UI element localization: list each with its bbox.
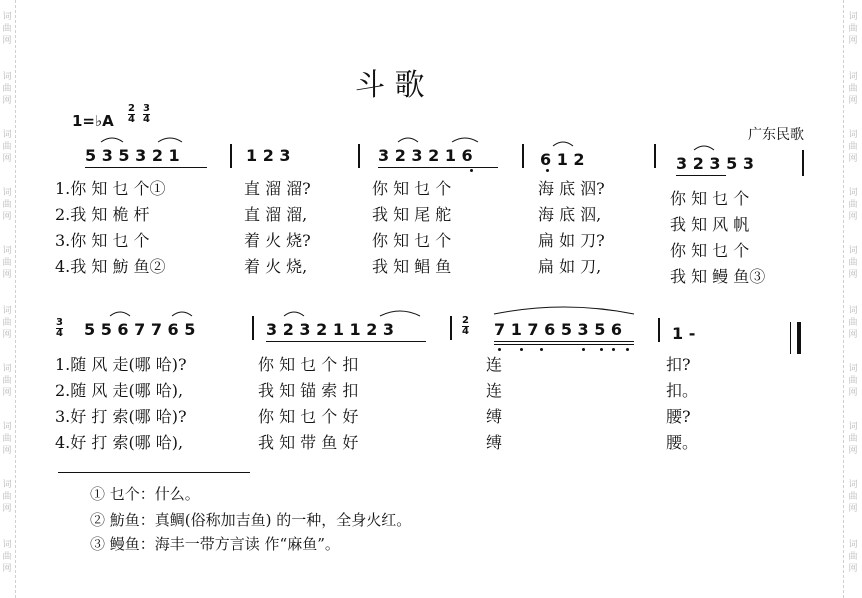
lyric-line1-verse-1-seg-2: 直 溜 溜? (244, 179, 311, 198)
lyric-line2-verse-1-seg-1: 1.随 风 走(哪 哈)? (55, 355, 187, 374)
watermark-char: 网 (848, 270, 858, 280)
lyric-line1-verse-2-seg-4: 海 底 泅, (538, 205, 602, 224)
lyric-line2-verse-1-seg-2: 你 知 乜 个 扣 (258, 355, 359, 374)
watermark-char: 曲 (848, 142, 858, 152)
watermark-char: 网 (848, 388, 858, 398)
lyric-line1-verse-3-seg-3: 你 知 乜 个 (372, 231, 452, 250)
watermark-char: 曲 (2, 318, 12, 328)
measure-1-4-notes: 6 1 2 (540, 150, 585, 169)
watermark-char: 词 (2, 188, 12, 198)
measure-2-3-notes: 7 1 7 6 5 3 5 6 (494, 320, 623, 339)
lyric-line1-verse-4-seg-3: 我 知 鲳 鱼 (372, 257, 452, 276)
watermark-char: 曲 (2, 376, 12, 386)
watermark-char: 曲 (848, 434, 858, 444)
watermark-char: 曲 (2, 142, 12, 152)
measure-2-4-notes: 1 - (672, 324, 696, 343)
watermark-char: 曲 (848, 376, 858, 386)
watermark-char: 曲 (2, 24, 12, 34)
lyric-line1-verse-2-seg-5: 我 知 风 帆 (670, 215, 750, 234)
measure-2-2-notes: 3 2 3 2 1 1 2 3 (266, 320, 395, 339)
lyric-line2-verse-3-seg-2: 你 知 乜 个 好 (258, 407, 359, 426)
watermark-char: 网 (848, 504, 858, 514)
lyric-line1-verse-2-seg-3: 我 知 尾 舵 (372, 205, 452, 224)
lyric-line2-verse-3-seg-3: 缚 (486, 407, 503, 426)
watermark-char: 词 (2, 480, 12, 490)
lyric-line1-verse-4-seg-2: 着 火 烧, (244, 257, 308, 276)
slur (694, 146, 714, 150)
footnote-divider (58, 472, 250, 473)
footnote-1: ① 乜个：什么。 (90, 485, 200, 503)
watermark-char: 曲 (2, 200, 12, 210)
footnote-3: ③ 鳗鱼：海丰一带方言读 作“麻鱼”。 (90, 535, 340, 553)
watermark-char: 曲 (2, 492, 12, 502)
slur (380, 311, 420, 316)
lyric-line2-verse-2-seg-1: 2.随 风 走(哪 哈), (55, 381, 184, 400)
octave-dot (498, 348, 501, 351)
watermark-char: 网 (848, 154, 858, 164)
lyric-line2-verse-2-seg-2: 我 知 锚 索 扣 (258, 381, 359, 400)
song-title: 斗 歌 (355, 68, 425, 103)
slur (553, 142, 573, 146)
watermark-char: 曲 (848, 200, 858, 210)
lyric-line2-verse-4-seg-1: 4.好 打 索(哪 哈), (55, 433, 184, 452)
watermark-char: 词 (848, 480, 858, 490)
octave-dot (626, 348, 629, 351)
lyric-line1-verse-1-seg-3: 你 知 乜 个 (372, 179, 452, 198)
watermark-char: 词 (2, 540, 12, 550)
watermark-char: 词 (2, 130, 12, 140)
watermark-char: 网 (2, 330, 12, 340)
watermark-char: 网 (848, 96, 858, 106)
watermark-char: 网 (2, 154, 12, 164)
lyric-line2-verse-1-seg-3: 连 (486, 355, 503, 374)
slur (494, 307, 634, 314)
time-signature-line2: 3 4 (56, 317, 63, 339)
watermark-char: 曲 (848, 552, 858, 562)
octave-dot (520, 348, 523, 351)
song-origin: 广东民歌 (748, 127, 804, 143)
lyric-line2-verse-2-seg-4: 扣。 (666, 381, 699, 400)
slur (398, 138, 418, 142)
lyric-line1-verse-4-seg-1: 4.我 知 魴 鱼② (55, 257, 166, 276)
watermark-char: 曲 (848, 492, 858, 502)
lyric-line2-verse-4-seg-4: 腰。 (666, 433, 699, 452)
time-signature-line2b: 2 4 (462, 315, 469, 337)
lyric-line2-verse-3-seg-1: 3.好 打 索(哪 哈)? (55, 407, 187, 426)
watermark-char: 曲 (2, 552, 12, 562)
octave-dot (470, 169, 473, 172)
measure-1-3-notes: 3 2 3 2 1 6 (378, 146, 473, 165)
lyric-line2-verse-3-seg-4: 腰? (666, 407, 691, 426)
lyric-line1-verse-3-seg-1: 3.你 知 乜 个 (55, 231, 150, 250)
octave-dot (546, 169, 549, 172)
lyric-line1-verse-3-seg-5: 你 知 乜 个 (670, 241, 750, 260)
octave-dot (612, 348, 615, 351)
lyric-line1-verse-4-seg-5: 我 知 鳗 鱼③ (670, 267, 766, 286)
watermark-char: 词 (2, 72, 12, 82)
watermark-char: 词 (848, 422, 858, 432)
watermark-char: 词 (848, 72, 858, 82)
time-signature-b: 3 4 (143, 103, 150, 125)
lyric-line1-verse-1-seg-4: 海 底 泅? (538, 179, 605, 198)
watermark-char: 曲 (2, 434, 12, 444)
watermark-char: 网 (2, 96, 12, 106)
lyric-line2-verse-4-seg-2: 我 知 带 鱼 好 (258, 433, 359, 452)
watermark-char: 曲 (2, 84, 12, 94)
key-signature: 1=♭A (72, 112, 114, 130)
watermark-char: 词 (848, 130, 858, 140)
lyric-line1-verse-3-seg-2: 着 火 烧? (244, 231, 311, 250)
watermark-char: 网 (2, 388, 12, 398)
slur (110, 312, 130, 316)
watermark-char: 曲 (848, 318, 858, 328)
time-signature-a: 2 4 (128, 103, 135, 125)
watermark-char: 网 (2, 36, 12, 46)
watermark-char: 曲 (848, 84, 858, 94)
watermark-char: 词 (2, 364, 12, 374)
watermark-char: 网 (2, 270, 12, 280)
watermark-char: 词 (2, 306, 12, 316)
watermark-char: 网 (848, 446, 858, 456)
slur (172, 312, 192, 316)
octave-dot (600, 348, 603, 351)
watermark-char: 网 (2, 446, 12, 456)
slur (284, 312, 304, 316)
watermark-char: 词 (848, 188, 858, 198)
watermark-char: 曲 (2, 258, 12, 268)
lyric-line1-verse-4-seg-4: 扁 如 刀, (538, 257, 602, 276)
octave-dot (540, 348, 543, 351)
watermark-char: 词 (2, 422, 12, 432)
watermark-char: 网 (848, 330, 858, 340)
watermark-char: 网 (2, 564, 12, 574)
lyric-line1-verse-2-seg-2: 直 溜 溜, (244, 205, 308, 224)
watermark-char: 词 (2, 246, 12, 256)
watermark-char: 词 (848, 540, 858, 550)
lyric-line1-verse-1-seg-1: 1.你 知 乜 个① (55, 179, 166, 198)
watermark-char: 网 (2, 504, 12, 514)
octave-dot (582, 348, 585, 351)
lyric-line1-verse-2-seg-1: 2.我 知 桅 杆 (55, 205, 150, 224)
watermark-char: 网 (2, 212, 12, 222)
lyric-line2-verse-2-seg-3: 连 (486, 381, 503, 400)
lyric-line2-verse-4-seg-3: 缚 (486, 433, 503, 452)
footnote-2: ② 魴鱼：真鲷(俗称加吉鱼) 的一种，全身火红。 (90, 511, 412, 529)
watermark-char: 词 (2, 12, 12, 22)
measure-1-1-notes: 5 3 5 3 2 1 (85, 146, 180, 165)
slur (101, 138, 123, 142)
lyric-line2-verse-1-seg-4: 扣? (666, 355, 691, 374)
watermark-char: 曲 (848, 258, 858, 268)
watermark-char: 词 (848, 246, 858, 256)
lyric-line1-verse-1-seg-5: 你 知 乜 个 (670, 189, 750, 208)
measure-2-1-notes: 5 5 6 7 7 6 5 (84, 320, 196, 339)
watermark-char: 词 (848, 306, 858, 316)
watermark-char: 曲 (848, 24, 858, 34)
watermark-char: 网 (848, 564, 858, 574)
lyric-line1-verse-3-seg-4: 扁 如 刀? (538, 231, 605, 250)
slur (158, 138, 182, 142)
measure-1-5-notes: 3 2 3 5 3 (676, 154, 754, 173)
watermark-char: 词 (848, 364, 858, 374)
slur (452, 138, 478, 142)
watermark-char: 词 (848, 12, 858, 22)
watermark-char: 网 (848, 36, 858, 46)
measure-1-2-notes: 1 2 3 (246, 146, 291, 165)
watermark-char: 网 (848, 212, 858, 222)
